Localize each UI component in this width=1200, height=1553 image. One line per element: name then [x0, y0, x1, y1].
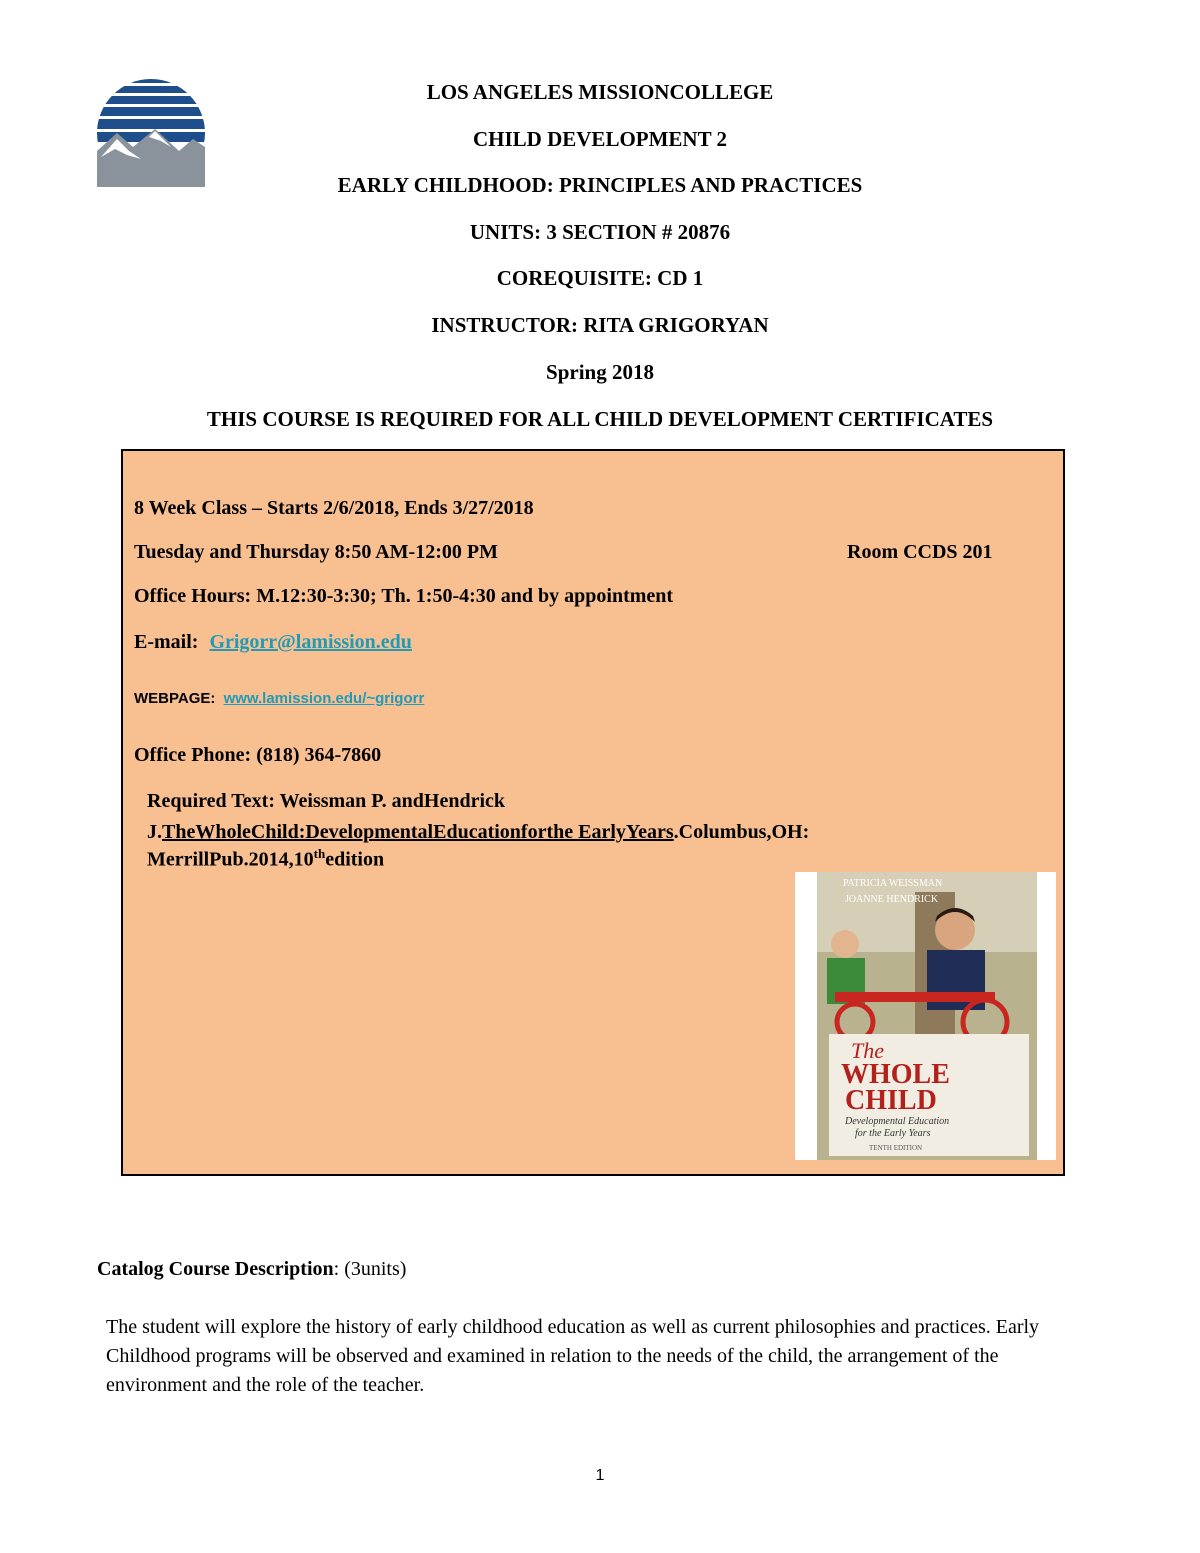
room: Room CCDS 201: [847, 541, 993, 563]
catalog-label: Catalog Course Description: [97, 1258, 334, 1280]
email-link[interactable]: Grigorr@lamission.edu: [209, 631, 412, 653]
course-units: UNITS: 3 SECTION # 20876: [469, 220, 731, 244]
course-subtitle: EARLY CHILDHOOD: PRINCIPLES AND PRACTICES: [337, 173, 863, 197]
cover-subtitle-1: Developmental Education: [845, 1116, 950, 1127]
email-row: [134, 631, 412, 654]
cover-title-small: The: [851, 1038, 884, 1063]
cover-title-1: WHOLE: [841, 1059, 950, 1090]
required-text-sup: th: [313, 846, 326, 861]
required-text-prefix: J.: [147, 821, 162, 843]
required-text-line3: [147, 846, 384, 872]
webpage-link[interactable]: www.lamission.edu/~grigorr: [223, 690, 425, 707]
instructor: INSTRUCTOR: RITA GRIGORYAN: [431, 313, 769, 337]
office-phone: Office Phone: (818) 364-7860: [134, 744, 382, 766]
class-days: Tuesday and Thursday 8:50 AM-12:00 PM: [134, 541, 498, 563]
page-number: 1: [595, 1467, 605, 1484]
office-hours: Office Hours: M.12:30-3:30; Th. 1:50-4:30 and by appointment: [134, 585, 674, 607]
webpage-row: [134, 690, 424, 707]
required-text-edition: edition: [325, 848, 385, 871]
course-title: CHILD DEVELOPMENT 2: [473, 127, 727, 151]
cover-author-1: PATRICIA WEISSMAN: [843, 878, 943, 889]
required-text-publisher: MerrillPub.2014,10: [147, 848, 314, 871]
book-cover-image: [795, 872, 1056, 1160]
cover-author-2: JOANNE HENDRICK: [845, 894, 939, 905]
term: Spring 2018: [546, 360, 654, 384]
corequisite: COREQUISITE: CD 1: [496, 266, 704, 290]
cover-edition: TENTH EDITION: [869, 1144, 923, 1152]
catalog-units: : (3units): [333, 1258, 407, 1280]
catalog-heading: [97, 1258, 406, 1281]
required-text-title: TheWholeChild:DevelopmentalEducationforthe EarlyYears: [162, 821, 674, 843]
required-text-suffix: .Columbus,OH:: [673, 821, 810, 843]
email-label: E-mail:: [134, 631, 199, 653]
college-name: LOS ANGELES MISSIONCOLLEGE: [426, 80, 774, 104]
catalog-description: The student will explore the history of early childhood education as well as current philosophies and practices. Early Childhood programs will be observed and examined in relation to the needs of the child, the arrangement of the environment and the role of the teacher.: [106, 1316, 1040, 1396]
schedule: 8 Week Class – Starts 2/6/2018, Ends 3/27/2018: [134, 497, 534, 519]
cover-title-2: CHILD: [845, 1085, 937, 1116]
requirement-notice: THIS COURSE IS REQUIRED FOR ALL CHILD DEVELOPMENT CERTIFICATES: [206, 407, 994, 431]
required-text-line2: [147, 821, 809, 844]
webpage-label: WEBPAGE:: [134, 690, 216, 707]
required-text-line1: Required Text: Weissman P. andHendrick: [147, 790, 506, 812]
cover-subtitle-2: for the Early Years: [855, 1128, 931, 1139]
